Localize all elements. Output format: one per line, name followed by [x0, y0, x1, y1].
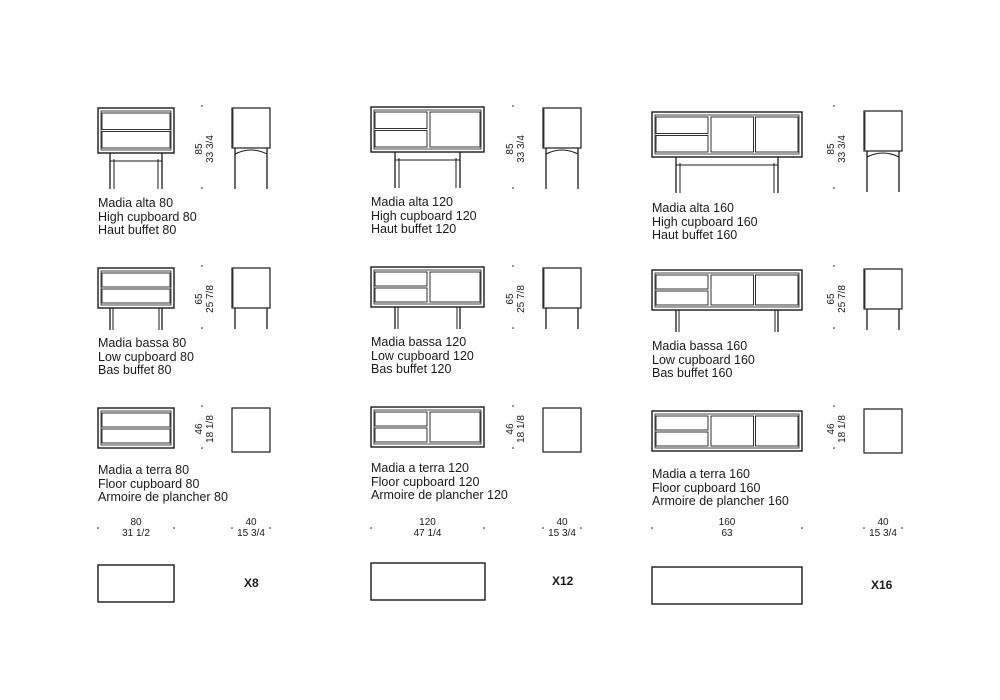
model-name-en: Low cupboard 80: [98, 349, 194, 364]
cupboard-door: [430, 272, 480, 302]
drawer-upper: [102, 113, 170, 130]
dimension-tick: [833, 265, 835, 267]
height-dimension: [826, 269, 848, 329]
model-name-en: High cupboard 80: [98, 209, 197, 224]
model-label: [98, 464, 228, 505]
dimension-tick: [833, 187, 835, 189]
height-dimension: [505, 399, 527, 459]
model-name-it: Madia alta 160: [652, 201, 735, 215]
dimension-tick: [97, 527, 99, 529]
width-dimension: [106, 517, 166, 539]
depth-dimension: [221, 517, 281, 539]
cupboard-front-inner-frame: [655, 414, 799, 448]
drawer-upper: [375, 112, 427, 129]
model-label: [371, 196, 477, 237]
height-cm: 65: [505, 293, 516, 305]
depth-cm: 40: [877, 517, 889, 528]
cupboard-side-body: [232, 268, 270, 308]
drawer-upper: [102, 273, 170, 287]
model-label: [371, 336, 474, 377]
model-name-it: Madia alta 80: [98, 196, 174, 210]
side-leg-arch: [235, 150, 267, 154]
model-label: [98, 337, 194, 378]
cupboard-door-right: [756, 416, 799, 446]
dimension-tick: [833, 105, 835, 107]
model-label: [652, 202, 758, 243]
model-name-it: Madia bassa 80: [98, 336, 187, 350]
height-dimension: [505, 119, 527, 179]
cupboard-side-body: [232, 408, 270, 452]
depth-dimension: [532, 517, 592, 539]
model-label: [371, 462, 508, 503]
dimension-tick: [512, 265, 514, 267]
model-name-it: Madia a terra 80: [98, 463, 190, 477]
top-view-outline: [98, 565, 174, 602]
model-name-fr: Armoire de plancher 120: [371, 488, 508, 502]
model-name-fr: Bas buffet 120: [371, 362, 452, 376]
cupboard-front-inner-frame: [655, 115, 799, 154]
drawer-lower: [375, 288, 427, 302]
top-view-outline: [652, 567, 802, 604]
height-in: 18 1/8: [837, 415, 848, 443]
width-in: 31 1/2: [122, 528, 150, 539]
width-cm: 120: [419, 517, 436, 528]
height-cm: 46: [505, 423, 516, 435]
cupboard-door-left: [711, 275, 754, 305]
cupboard-front-body: [98, 408, 174, 448]
height-cm: 65: [194, 293, 205, 305]
dimension-tick: [201, 187, 203, 189]
height-cm: 85: [826, 143, 837, 155]
depth-in: 15 3/4: [548, 528, 576, 539]
model-name-fr: Haut buffet 80: [98, 223, 177, 237]
drawer-lower: [656, 432, 708, 446]
drawer-lower: [102, 132, 170, 149]
drawer-lower: [375, 428, 427, 442]
width-cm: 160: [718, 517, 736, 528]
cupboard-side-body: [543, 268, 581, 308]
model-name-en: Low cupboard 120: [371, 348, 474, 363]
height-cm: 46: [826, 423, 837, 435]
height-dimension: [194, 119, 216, 179]
height-in: 25 7/8: [837, 285, 848, 313]
cupboard-front-body: [652, 411, 802, 451]
cupboard-side-body: [864, 409, 902, 453]
dimension-tick: [512, 105, 514, 107]
cupboard-side-body: [543, 108, 581, 148]
dimension-tick: [801, 527, 803, 529]
cupboard-door-right: [756, 117, 799, 152]
model-name-en: High cupboard 160: [652, 214, 758, 229]
model-label: [98, 197, 197, 238]
height-in: 33 3/4: [837, 135, 848, 163]
height-cm: 65: [826, 293, 837, 305]
cupboard-front-inner-frame: [101, 271, 171, 305]
cupboard-side-body: [232, 108, 270, 148]
model-name-en: High cupboard 120: [371, 208, 477, 223]
model-label: [652, 340, 755, 381]
height-dimension: [826, 119, 848, 179]
cupboard-front-body: [371, 267, 484, 307]
height-dimension: [194, 399, 216, 459]
height-cm: 85: [194, 143, 205, 155]
model-name-en: Low cupboard 160: [652, 352, 755, 367]
dimension-tick: [201, 105, 203, 107]
model-name-fr: Armoire de plancher 160: [652, 494, 789, 508]
width-cm: 80: [130, 517, 142, 528]
cupboard-front-inner-frame: [374, 110, 481, 149]
top-view-outline: [371, 563, 485, 600]
dimension-tick: [173, 527, 175, 529]
side-leg-arch: [546, 150, 578, 154]
dimension-tick: [370, 527, 372, 529]
height-dimension: [194, 269, 216, 329]
drawer-lower: [375, 131, 427, 148]
cupboard-front-body: [371, 407, 484, 447]
model-name-fr: Armoire de plancher 80: [98, 490, 228, 504]
cupboard-side-body: [864, 111, 902, 151]
height-in: 33 3/4: [516, 135, 527, 163]
model-name-fr: Haut buffet 120: [371, 222, 457, 236]
drawer-upper: [656, 275, 708, 289]
depth-dimension: [853, 517, 913, 539]
drawer-lower: [656, 136, 708, 153]
height-in: 25 7/8: [205, 285, 216, 313]
model-name-fr: Bas buffet 80: [98, 363, 172, 377]
drawer-lower: [656, 291, 708, 305]
depth-in: 15 3/4: [237, 528, 265, 539]
height-in: 25 7/8: [516, 285, 527, 313]
drawer-upper: [102, 413, 170, 427]
model-name-it: Madia bassa 120: [371, 335, 467, 349]
drawer-upper: [656, 416, 708, 430]
cupboard-front-inner-frame: [374, 270, 481, 304]
drawer-lower: [102, 429, 170, 443]
quantity-multiplier: X12: [552, 574, 574, 588]
cupboard-front-inner-frame: [655, 273, 799, 307]
model-name-it: Madia alta 120: [371, 195, 454, 209]
model-label: [652, 468, 789, 509]
height-in: 33 3/4: [205, 135, 216, 163]
cupboard-door-right: [756, 275, 799, 305]
model-name-it: Madia a terra 160: [652, 467, 750, 481]
depth-in: 15 3/4: [869, 528, 897, 539]
depth-cm: 40: [556, 517, 568, 528]
side-leg-arch: [867, 153, 899, 157]
height-in: 18 1/8: [516, 415, 527, 443]
cupboard-front-body: [652, 112, 802, 157]
width-in: 63: [721, 528, 733, 539]
width-in: 47 1/4: [413, 528, 442, 539]
height-dimension: [505, 269, 527, 329]
height-dimension: [826, 399, 848, 459]
height-cm: 85: [505, 143, 516, 155]
dimension-tick: [651, 527, 653, 529]
model-name-fr: Haut buffet 160: [652, 228, 738, 242]
cupboard-door: [430, 112, 480, 147]
dimension-tick: [483, 527, 485, 529]
cupboard-front-inner-frame: [101, 411, 171, 445]
cupboard-front-body: [98, 268, 174, 308]
cupboard-door-left: [711, 416, 754, 446]
quantity-multiplier: X16: [871, 578, 893, 592]
drawer-upper: [656, 117, 708, 134]
cupboard-front-body: [371, 107, 484, 152]
cupboard-front-inner-frame: [374, 410, 481, 444]
height-cm: 46: [194, 423, 205, 435]
model-name-en: Floor cupboard 160: [652, 480, 761, 495]
model-name-en: Floor cupboard 80: [98, 476, 200, 491]
dimension-tick: [201, 265, 203, 267]
cupboard-side-body: [864, 269, 902, 309]
depth-cm: 40: [245, 517, 257, 528]
drawer-upper: [375, 412, 427, 426]
quantity-multiplier: X8: [244, 576, 259, 590]
cupboard-front-body: [652, 270, 802, 310]
model-name-en: Floor cupboard 120: [371, 474, 480, 489]
width-dimension: [697, 517, 757, 539]
cupboard-front-inner-frame: [101, 111, 171, 150]
cupboard-side-body: [543, 408, 581, 452]
dimension-tick: [512, 187, 514, 189]
drawer-upper: [375, 272, 427, 286]
model-name-fr: Bas buffet 160: [652, 366, 733, 380]
cupboard-door-left: [711, 117, 754, 152]
cupboard-front-body: [98, 108, 174, 153]
model-name-it: Madia a terra 120: [371, 461, 469, 475]
height-in: 18 1/8: [205, 415, 216, 443]
width-dimension: [398, 517, 458, 539]
model-name-it: Madia bassa 160: [652, 339, 748, 353]
cupboard-door: [430, 412, 480, 442]
drawer-lower: [102, 289, 170, 303]
